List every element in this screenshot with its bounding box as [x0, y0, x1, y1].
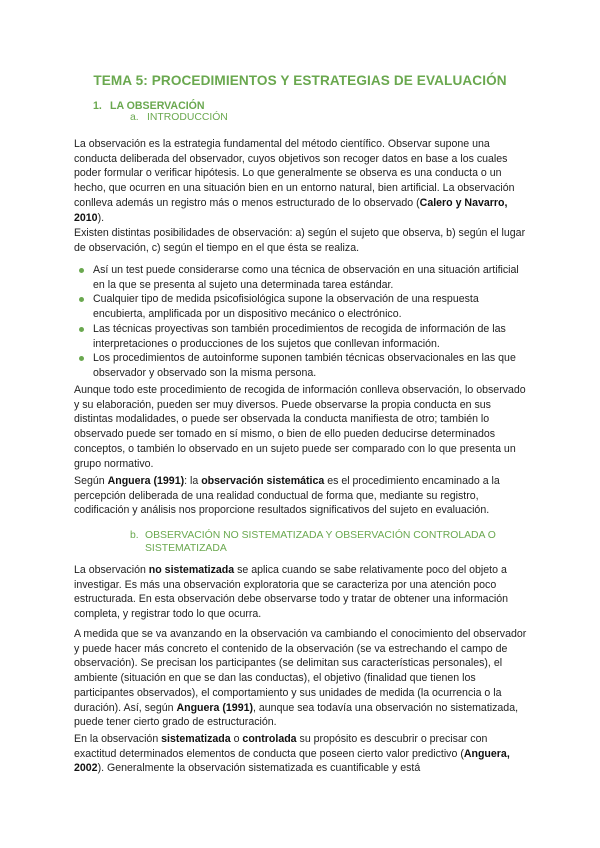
paragraph-text: La observación es la estrategia fundamental del método científico. Observar supone una conducta deliberada del observador, cuyos objetivos son recoger datos en base a los cuales poder formular o verificar hipótesis. Lo que generalmente se observa es una conducta o un hecho, que ocurren en una situación bien en un entorno natural, bien artificial. La observación conlleva además un registro más o menos estructurado de lo observado ( [74, 138, 515, 209]
citation: Anguera (1991) [176, 701, 254, 714]
paragraph-text: Según [74, 475, 108, 487]
bullet-icon [79, 297, 84, 302]
bullet-icon [79, 268, 84, 273]
list-item-text: Cualquier tipo de medida psicofisiológica supone la observación de una respuesta encubierta, amplificada por un dispositivo mecánico o electrónico. [93, 293, 479, 321]
citation: Anguera (1991) [107, 475, 185, 487]
citation: Anguera, 2002 [74, 747, 510, 775]
subsection-label: OBSERVACIÓN NO SISTEMATIZADA Y OBSERVACIÓN CONTROLADA O SISTEMATIZADA [145, 530, 496, 554]
list-item [74, 292, 530, 321]
subsection-heading-sistematizada [130, 529, 530, 555]
paragraph-text: : la [184, 475, 202, 487]
list-item [74, 351, 530, 380]
paragraph-anguera-definition [74, 474, 530, 518]
bullet-list [74, 263, 530, 381]
bullet-icon [79, 356, 84, 361]
section-heading-observacion [93, 100, 205, 112]
paragraph-text: su propósito es descubrir o precisar con exactitud determinados elementos de conducta que poseen cierto valor predictivo ( [74, 733, 488, 760]
paragraph-text: se aplica cuando se sabe relativamente poco del objeto a investigar. Es más una observación exploratoria que se caracteriza por una atención poco estructurada. En esta observación debe observarse todo y tratar de obtener una información completa, y registrar todo lo que ocurra. [74, 564, 509, 621]
subsection-heading-introduccion [130, 112, 228, 123]
paragraph-no-sistematizada [74, 563, 530, 622]
subsection-letter: a. [130, 112, 139, 123]
paragraph-text: La observación [74, 564, 149, 576]
paragraph-text: A medida que se va avanzando en la observación va cambiando el conocimiento del observador y puede hacer más concreto el contenido de la observación (se va estrechando el campo de observación). Se precisan los participantes (se delimitan sus características personales), el ambiente (situación en que se dan las conductas), el objetivo (finalidad que tienen los participantes observados), el comportamiento y sus unidades de medida (la ocurrencia o la duración). Así, según [74, 628, 527, 714]
list-item [74, 322, 530, 351]
paragraph-text: ). Generalmente la observación sistematizada es cuantificable y está [97, 762, 421, 775]
paragraph-text: , aunque sea todavía una observación no sistematizada, puede tener cierto grado de estructuración. [74, 701, 519, 729]
key-term: sistematizada [161, 733, 231, 745]
list-item [74, 263, 530, 292]
page-title: TEMA 5: PROCEDIMIENTOS Y ESTRATEGIAS DE EVALUACIÓN [93, 73, 507, 88]
paragraph-text: es el procedimiento encaminado a la percepción deliberada de una realidad conductual de forma que, mediante su registro, codificación y análisis nos proporcione resultados significativos del sujeto en evaluación. [74, 475, 500, 517]
paragraph-text: En la observación [74, 733, 162, 745]
paragraph-sistematizada [74, 732, 530, 776]
section-label: LA OBSERVACIÓN [110, 100, 205, 112]
citation: Calero y Navarro, 2010 [74, 196, 508, 224]
paragraph-text: ). [97, 211, 105, 224]
key-term: controlada [242, 733, 297, 745]
subsection-letter: b. [130, 530, 139, 541]
paragraph-procedure: Aunque todo este procedimiento de recogida de información conlleva observación, lo observado y su elaboración, pueden ser muy diversos. Puede observarse la propia conducta en sus distintas modalidades, o puede ser observada la conducta manifiesta de otro; también lo observado puede ser tomado en sí mismo, o bien de ello pueden deducirse determinados conceptos, o también lo observado en un sujeto puede ser comparado con lo que presenta un grupo normativo. [74, 384, 526, 470]
key-term: no sistematizada [148, 564, 235, 576]
list-item-text: Los procedimientos de autoinforme suponen también técnicas observacionales en las que observador y observado son la misma persona. [93, 352, 516, 379]
section-number: 1. [93, 100, 102, 112]
list-item-text: Las técnicas proyectivas son también procedimientos de recogida de información de las interpretaciones o producciones de los sujetos que conllevan información. [93, 322, 506, 350]
bullet-icon [79, 327, 84, 332]
key-term: observación sistemática [201, 475, 325, 487]
list-item-text: Así un test puede considerarse como una técnica de observación en una situación artificial en la que se presenta al sujeto una determinada tarea estándar. [93, 264, 519, 291]
paragraph-intro [74, 137, 530, 225]
paragraph-text: o [230, 733, 243, 745]
paragraph-possibilities: Existen distintas posibilidades de observación: a) según el sujeto que observa, b) según el lugar de observación, c) según el tiempo en el que ésta se realiza. [74, 227, 526, 254]
paragraph-avance-observacion [74, 627, 530, 730]
subsection-label: INTRODUCCIÓN [147, 112, 228, 123]
